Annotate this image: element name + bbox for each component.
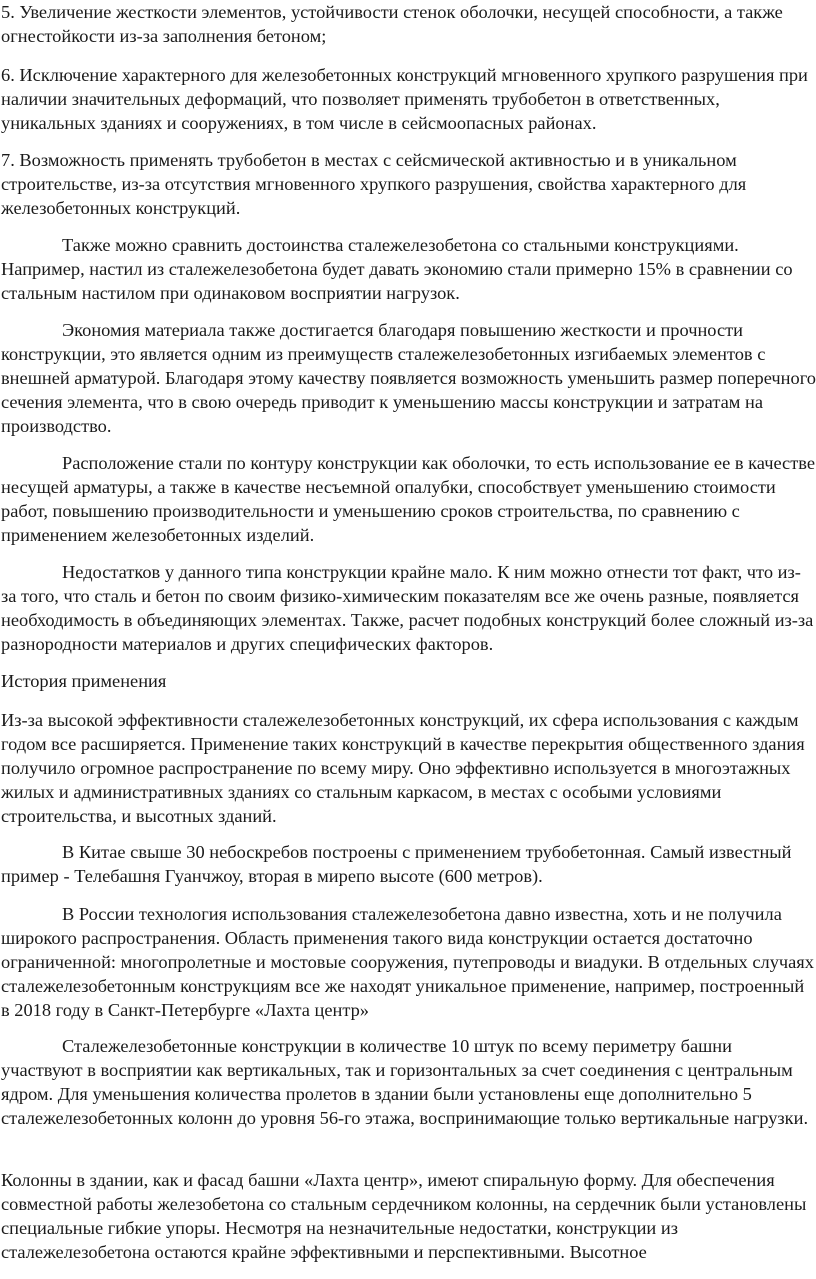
paragraph-spiral-columns: Колонны в здании, как и фасад башни «Лахта центр», имеют спиральную форму. Для обеспечения совместной работы железобетона со стальным сердечником колонны, на сердечник были установлены специальные гибкие упоры. Несмотря на незначительные недостатки, конструкции из сталежелезобетона остаются крайне эффективными и перспективными. Высотное <box>1 1170 807 1262</box>
paragraph-russia: В России технология использования сталежелезобетона давно известна, хоть и не получила широкого распространения. Область применения такого вида конструкции остается достаточно ограниченной: многопролетные и мостовые сооружения, путепроводы и виадуки. В отдельных случаях сталежелезобетонным конструкциям все же находят уникальное применение, например, построенный в 2018 году в Санкт-Петербурге «Лахта центр» <box>1 904 814 1020</box>
section-heading-history: История применения <box>1 671 167 691</box>
paragraph-lakhta-columns: Сталежелезобетонные конструкции в количестве 10 штук по всему периметру башни участвуют в восприятии как вертикальных, так и горизонтальных за счет соединения с центральным ядром. Для уменьшения количества пролетов в здании были установлены еще дополнительно 5 сталежелезобетонных колонн до уровня 56-го этажа, воспринимающие только вертикальные нагрузки. <box>1 1036 809 1128</box>
paragraph-china: В Китае свыше 30 небоскребов построены с применением трубобетонная. Самый известный пример - Телебашня Гуанчжоу, вторая в мирепо высоте (600 метров). <box>1 842 792 886</box>
paragraph-disadvantages: Недостатков у данного типа конструкции крайне мало. К ним можно отнести тот факт, что из-за того, что сталь и бетон по своим физико-химическим показателям все же очень разные, появляется необходимость в объединяющих элементах. Также, расчет подобных конструкций более сложный из-за разнородности материалов и других специфических факторов. <box>1 562 814 654</box>
list-item-6: 6. Исключение характерного для железобетонных конструкций мгновенного хрупкого разрушения при наличии значительных деформаций, что позволяет применять трубобетон в ответственных, уникальных зданиях и сооружениях, в том числе в сейсмоопасных районах. <box>1 65 808 133</box>
list-item-5: 5. Увеличение жесткости элементов, устойчивости стенок оболочки, несущей способности, а также огнестойкости из-за заполнения бетоном; <box>1 2 783 46</box>
list-item-7: 7. Возможность применять трубобетон в местах с сейсмической активностью и в уникальном строительстве, из-за отсутствия мгновенного хрупкого разрушения, свойства характерного для железобетонных конструкций. <box>1 150 747 218</box>
paragraph-steel-comparison: Также можно сравнить достоинства сталежелезобетона со стальными конструкциями. Например, настил из сталежелезобетона будет давать экономию стали примерно 15% в сравнении со стальным настилом при одинаковом восприятии нагрузок. <box>1 235 793 303</box>
paragraph-steel-contour: Расположение стали по контуру конструкции как оболочки, то есть использование ее в качестве несущей арматуры, а также в качестве несъемной опалубки, способствует уменьшению стоимости работ, повышению производительности и уменьшению сроков строительства, по сравнению с применением железобетонных изделий. <box>1 453 815 545</box>
paragraph-material-economy: Экономия материала также достигается благодаря повышению жесткости и прочности конструкции, это является одним из преимуществ сталежелезобетонных изгибаемых элементов с внешней арматурой. Благодаря этому качеству появляется возможность уменьшить размер поперечного сечения элемента, что в свою очередь приводит к уменьшению массы конструкции и затратам на производство. <box>1 320 816 436</box>
paragraph-history-intro: Из-за высокой эффективности сталежелезобетонных конструкций, их сфера использования с каждым годом все расширяется. Применение таких конструкций в качестве перекрытия общественного здания получило огромное распространение по всему миру. Оно эффективно используется в многоэтажных жилых и административных зданиях со стальным каркасом, в местах с особыми условиями строительства, и высотных зданий. <box>1 710 805 826</box>
